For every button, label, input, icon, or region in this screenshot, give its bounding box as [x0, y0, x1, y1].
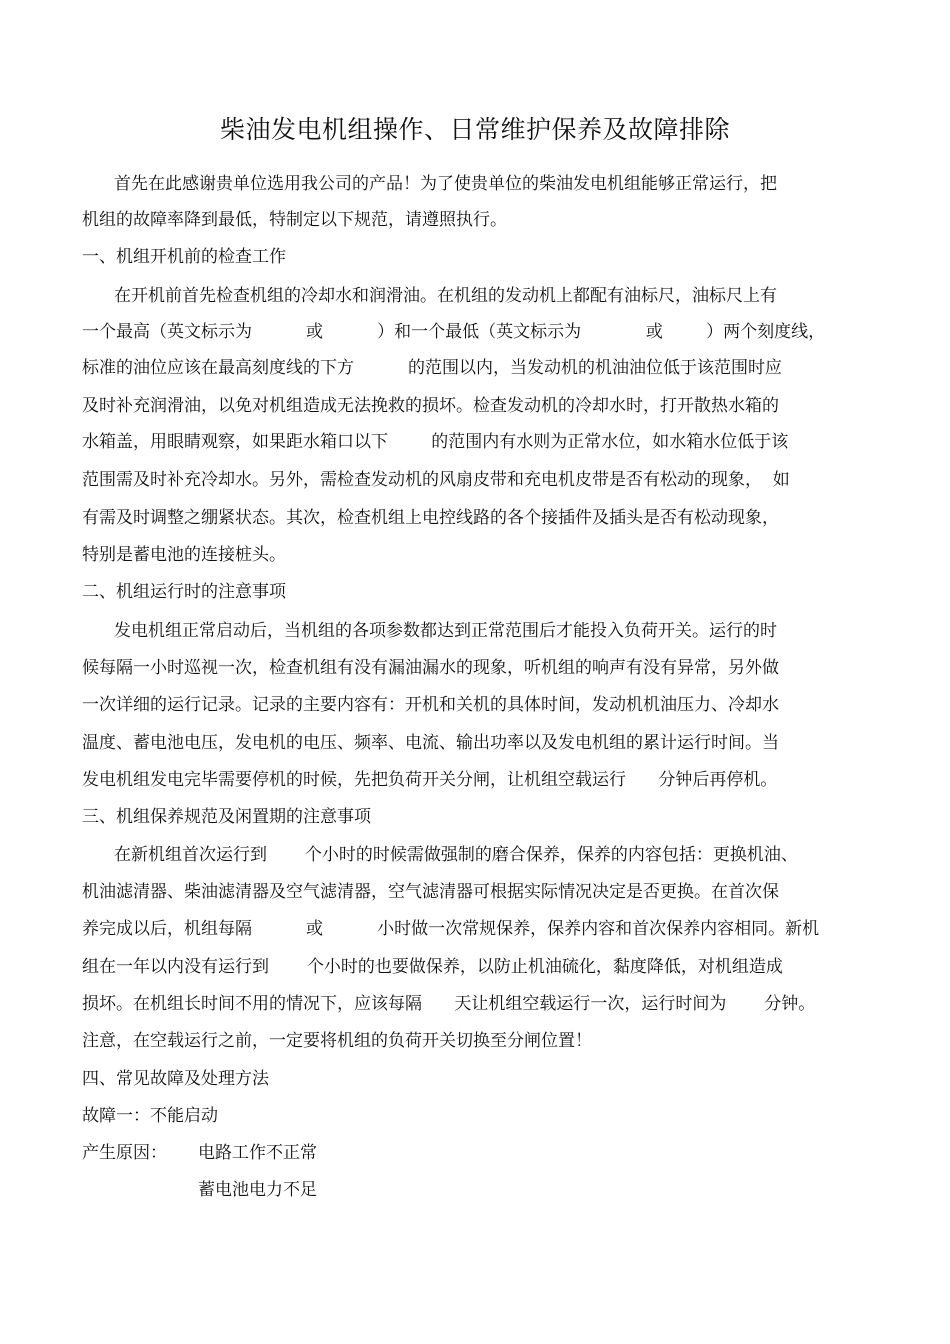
paragraph-line: 温度、蓄电池电压，发电机的电压、频率、电流、输出功率以及发电机组的累计运行时间。当	[82, 733, 779, 753]
section-heading: 二、机组运行时的注意事项	[82, 582, 286, 602]
paragraph-line: 机油滤清器、柴油滤清器及空气滤清器，空气滤清器可根据实际情况决定是否更换。在首次保	[82, 882, 779, 902]
paragraph-line: 标准的油位应该在最高刻度线的下方 的范围以内，当发动机的机油油位低于该范围时应	[82, 358, 783, 378]
paragraph-line: 一次详细的运行记录。记录的主要内容有：开机和关机的具体时间，发动机机油压力、冷却水	[82, 695, 779, 715]
paragraph-line: 有需及时调整之绷紧状态。其次，检查机组上电控线路的各个接插件及插头是否有松动现象，	[82, 508, 779, 528]
paragraph-line: 候每隔一小时巡视一次，检查机组有没有漏油漏水的现象，听机组的响声有没有异常，另外做	[82, 658, 779, 678]
section-heading: 一、机组开机前的检查工作	[82, 247, 286, 267]
section-heading: 四、常见故障及处理方法	[82, 1069, 269, 1089]
paragraph-line: 特别是蓄电池的连接桩头。	[82, 545, 286, 565]
intro-line: 机组的故障率降到最低，特制定以下规范，请遵照执行。	[82, 210, 507, 230]
paragraph-line: 及时补充润滑油，以免对机组造成无法挽救的损坏。检查发动机的冷却水时，打开散热水箱的	[82, 396, 779, 416]
cause-item: 电路工作不正常	[198, 1143, 317, 1163]
section-heading: 三、机组保养规范及闲置期的注意事项	[82, 807, 371, 827]
intro-line: 首先在此感谢贵单位选用我公司的产品！为了使贵单位的柴油发电机组能够正常运行，把	[114, 174, 777, 194]
document-title: 柴油发电机组操作、日常维护保养及故障排除	[219, 115, 730, 144]
paragraph-line: 水箱盖，用眼睛观察，如果距水箱口以下 的范围内有水则为正常水位，如水箱水位低于该	[82, 432, 789, 452]
cause-label: 产生原因：	[82, 1143, 167, 1163]
paragraph-line: 注意，在空载运行之前，一定要将机组的负荷开关切换至分闸位置！	[82, 1031, 592, 1051]
paragraph-line: 在新机组首次运行到 个小时的时候需做强制的磨合保养，保养的内容包括：更换机油、	[114, 845, 798, 865]
fault-title: 故障一：不能启动	[82, 1106, 218, 1126]
paragraph-line: 一个最高（英文标示为 或 ）和一个最低（英文标示为 或 ）两个刻度线，	[82, 322, 826, 342]
paragraph-line: 发电机组发电完毕需要停机的时候，先把负荷开关分闸，让机组空载运行 分钟后再停机。	[82, 770, 778, 790]
paragraph-line: 发电机组正常启动后，当机组的各项参数都达到正常范围后才能投入负荷开关。运行的时	[114, 621, 777, 641]
paragraph-line: 组在一年以内没有运行到 个小时的也要做保养，以防止机油硫化，黏度降低，对机组造成	[82, 957, 783, 977]
paragraph-line: 范围需及时补充冷却水。另外，需检查发动机的风扇皮带和充电机皮带是否有松动的现象， 如	[82, 470, 790, 490]
cause-item: 蓄电池电力不足	[198, 1180, 317, 1200]
paragraph-line: 在开机前首先检查机组的冷却水和润滑油。在机组的发动机上都配有油标尺，油标尺上有	[114, 286, 777, 306]
paragraph-line: 养完成以后，机组每隔 或 小时做一次常规保养，保养内容和首次保养内容相同。新机	[82, 919, 820, 939]
paragraph-line: 损坏。在机组长时间不用的情况下，应该每隔 天让机组空载运行一次，运行时间为 分钟。	[82, 994, 816, 1014]
